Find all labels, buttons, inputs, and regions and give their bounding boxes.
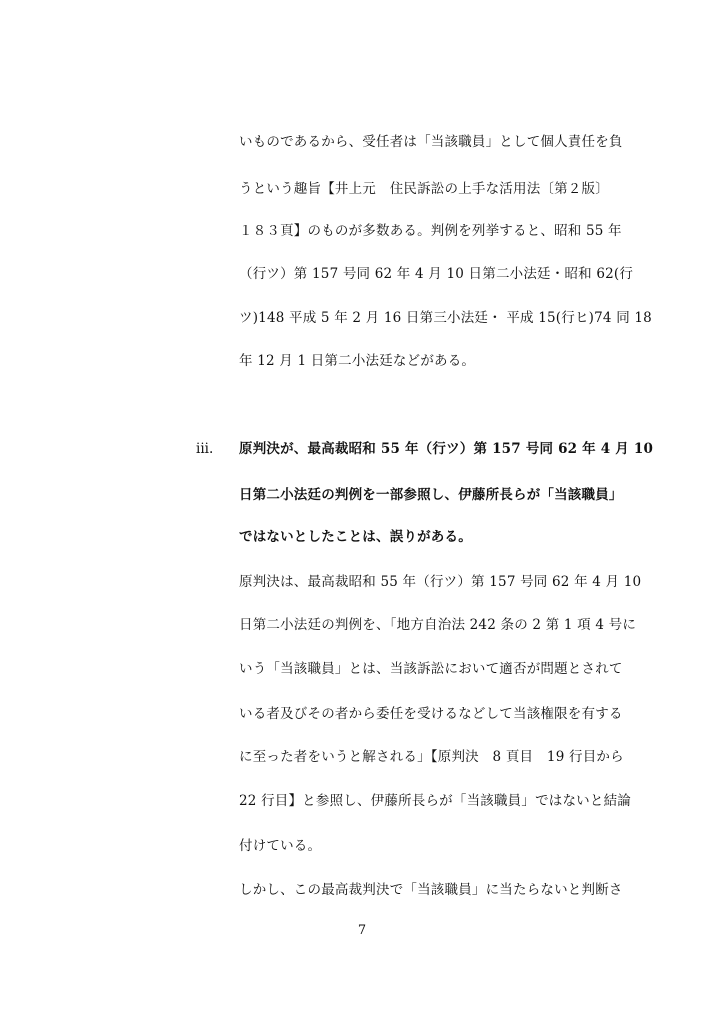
section-heading-line: 日第二小法廷の判例を一部参照し、伊藤所長らが「当該職員」 [239, 487, 623, 503]
paragraph-line: いものであるから、受任者は「当該職員」として個人責任を負 [239, 134, 623, 150]
body-line: 原判決は、最高裁昭和 55 年（行ツ）第 157 号同 62 年 4 月 10 [239, 574, 642, 590]
paragraph-line: ツ)148 平成 5 年 2 月 16 日第三小法廷・ 平成 15(行ヒ)74 同 18 [239, 310, 652, 326]
paragraph-line: 年 12 月 1 日第二小法廷などがある。 [239, 353, 476, 369]
paragraph-line: うという趣旨【井上元 住民訴訟の上手な活用法〔第２版〕 [239, 181, 609, 197]
section-marker: iii. [196, 441, 214, 457]
body-line: いう「当該職員」とは、当該訴訟において適否が問題とされて [239, 661, 623, 677]
paragraph-line: （行ツ）第 157 号同 62 年 4 月 10 日第二小法廷・昭和 62(行 [239, 266, 634, 282]
page-number: 7 [357, 923, 367, 938]
body-line: しかし、この最高裁判決で「当該職員」に当たらないと判断さ [239, 882, 623, 898]
section-heading-line: ではないとしたことは、誤りがある。 [239, 529, 472, 545]
body-line: 22 行目】と参照し、伊藤所長らが「当該職員」ではないと結論 [239, 793, 631, 809]
body-line: いる者及びその者から委任を受けるなどして当該権限を有する [239, 706, 623, 722]
body-line: 日第二小法廷の判例を、「地方自治法 242 条の 2 第 1 項 4 号に [239, 617, 637, 633]
paragraph-line: １８３頁】のものが多数ある。判例を列挙すると、昭和 55 年 [239, 223, 622, 239]
body-line: 付けている。 [239, 838, 322, 854]
body-line: に至った者をいうと解される」【原判決 8 頁目 19 行目から [239, 749, 624, 765]
section-heading-line: 原判決が、最高裁昭和 55 年（行ツ）第 157 号同 62 年 4 月 10 [239, 441, 654, 457]
